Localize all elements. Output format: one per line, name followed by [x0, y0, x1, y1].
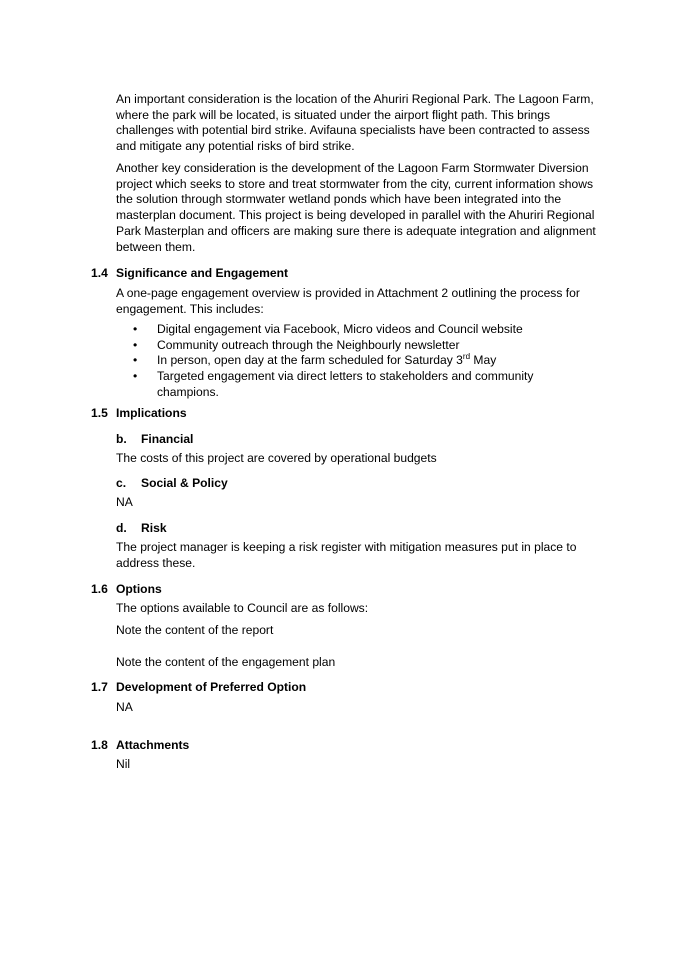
financial-text: The costs of this project are covered by operational budgets — [116, 451, 437, 465]
section-title: Options — [116, 582, 162, 596]
social-policy-subheading — [116, 476, 228, 492]
list-item-text-end: May — [470, 353, 497, 368]
subsection-letter: d. — [116, 521, 127, 535]
section-number: 1.7 — [91, 680, 108, 694]
section-1-4-heading — [91, 266, 288, 282]
ordinal-suffix: rd — [462, 352, 471, 362]
list-item-text: Targeted engagement via direct letters to stakeholders and community champions. — [157, 369, 534, 399]
option-1-text: Note the content of the report — [116, 623, 274, 637]
list-item — [133, 338, 563, 354]
attachments-text: Nil — [116, 757, 131, 771]
section-1-5-heading — [91, 406, 187, 422]
subsection-letter: c. — [116, 476, 127, 490]
risk-subheading — [116, 521, 167, 537]
section-1-8-heading — [91, 738, 189, 754]
list-item-text: In person, open day at the farm scheduled for Saturday 3 — [157, 353, 463, 368]
subsection-letter: b. — [116, 432, 127, 446]
engagement-list — [133, 322, 563, 401]
bullet-icon: • — [133, 337, 138, 352]
subsection-title: Social & Policy — [141, 476, 228, 490]
section-title: Implications — [116, 406, 187, 420]
preferred-option-text: NA — [116, 700, 133, 714]
risk-text: The project manager is keeping a risk register with mitigation measures put in place to address these. — [116, 540, 577, 570]
bullet-icon: • — [133, 322, 138, 336]
section-number: 1.6 — [91, 582, 108, 596]
options-intro: The options available to Council are as follows: — [116, 601, 369, 615]
engagement-intro: A one-page engagement overview is provided in Attachment 2 outlining the process for engagement. This includes: — [116, 286, 580, 316]
list-item — [133, 322, 563, 338]
bullet-icon: • — [133, 369, 138, 384]
bullet-icon: • — [133, 353, 138, 368]
section-title: Attachments — [116, 738, 190, 752]
list-item-text: Digital engagement via Facebook, Micro videos and Council website — [157, 322, 523, 336]
subsection-title: Financial — [141, 432, 194, 446]
section-number: 1.5 — [91, 406, 108, 420]
list-item — [133, 369, 563, 400]
list-item-text: Community outreach through the Neighbourly newsletter — [157, 337, 460, 352]
social-policy-text: NA — [116, 495, 133, 509]
section-number: 1.4 — [91, 266, 108, 280]
section-title: Development of Preferred Option — [116, 680, 307, 694]
paragraph-stormwater: Another key consideration is the development of the Lagoon Farm Stormwater Diversion project which seeks to store and treat stormwater from the city, current information shows the solution through stormwater wetland ponds which have been integrated into the masterplan document. This project is being developed in parallel with the Ahuriri Regional Park Masterplan and officers are making sure there is adequate integration and alignment between them. — [116, 161, 596, 254]
financial-subheading — [116, 432, 193, 448]
paragraph-bird-strike: An important consideration is the location of the Ahuriri Regional Park. The Lagoon Farm, where the park will be located, is situated under the airport flight path. This brings challenges with potential bird strike. Avifauna specialists have been contracted to assess and mitigate any potential risks of bird strike. — [116, 92, 594, 154]
list-item — [133, 353, 563, 369]
section-number: 1.8 — [91, 738, 108, 752]
option-2-text: Note the content of the engagement plan — [116, 655, 336, 669]
section-title: Significance and Engagement — [116, 266, 289, 280]
section-1-6-heading — [91, 582, 162, 598]
section-1-7-heading — [91, 680, 306, 696]
subsection-title: Risk — [141, 521, 167, 535]
